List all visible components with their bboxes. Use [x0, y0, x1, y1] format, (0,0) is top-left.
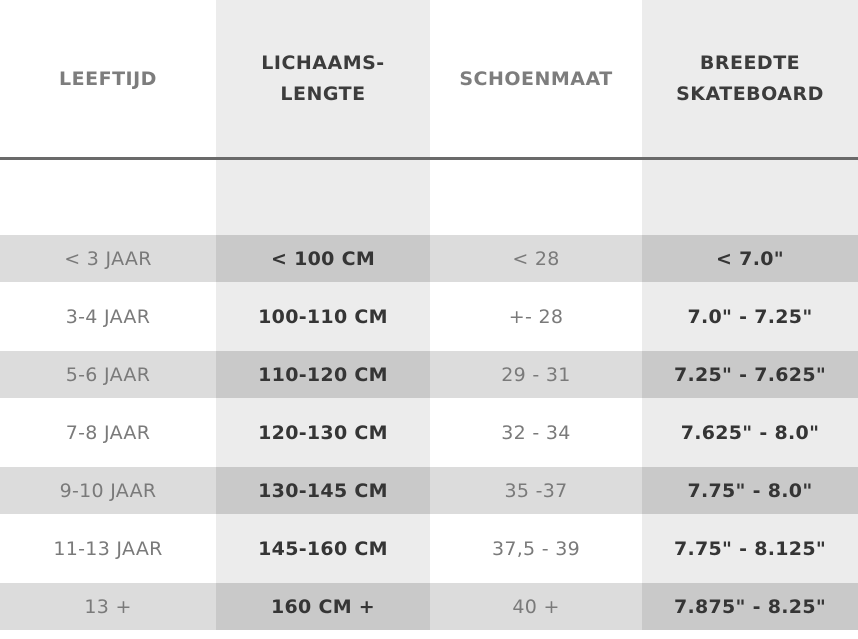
cell-age: 11-13 JAAR	[53, 537, 163, 560]
cell-skateboard-width: 7.0" - 7.25"	[642, 293, 858, 340]
cell-shoe-size: 32 - 34	[501, 421, 571, 444]
cell-skateboard-width: 7.25" - 7.625"	[642, 351, 858, 398]
header-divider	[0, 157, 858, 160]
cell-height: 160 CM +	[216, 583, 430, 630]
header-shoe-size: SCHOENMAAT	[459, 67, 613, 90]
cell-skateboard-width: 7.875" - 8.25"	[642, 583, 858, 630]
table-row	[0, 291, 858, 349]
cell-height: < 100 CM	[216, 235, 430, 282]
cell-age: 7-8 JAAR	[65, 421, 151, 444]
cell-age: < 3 JAAR	[0, 235, 216, 282]
cell-age: 9-10 JAAR	[0, 467, 216, 514]
table-header	[0, 0, 858, 158]
table-row	[0, 407, 858, 465]
table-row	[0, 465, 858, 523]
cell-age: 5-6 JAAR	[0, 351, 216, 398]
cell-skateboard-width: 7.75" - 8.125"	[642, 525, 858, 572]
cell-age: 3-4 JAAR	[65, 305, 151, 328]
table-row	[0, 349, 858, 407]
table-row	[0, 523, 858, 581]
cell-height: 120-130 CM	[216, 409, 430, 456]
table-row	[0, 233, 858, 291]
cell-shoe-size: < 28	[430, 235, 642, 282]
cell-skateboard-width: 7.75" - 8.0"	[642, 467, 858, 514]
header-height: LICHAAMS- LENGTE	[261, 52, 385, 105]
cell-height: 110-120 CM	[216, 351, 430, 398]
header-skateboard-width: BREEDTE SKATEBOARD	[676, 52, 824, 105]
cell-skateboard-width: 7.625" - 8.0"	[642, 409, 858, 456]
table-body	[0, 233, 858, 639]
cell-height: 130-145 CM	[216, 467, 430, 514]
cell-shoe-size: 40 +	[430, 583, 642, 630]
cell-shoe-size: 37,5 - 39	[491, 537, 581, 560]
table-row	[0, 581, 858, 639]
cell-shoe-size: 35 -37	[430, 467, 642, 514]
header-age: LEEFTIJD	[59, 67, 157, 90]
cell-shoe-size: 29 - 31	[430, 351, 642, 398]
cell-shoe-size: +- 28	[508, 305, 564, 328]
cell-height: 100-110 CM	[216, 293, 430, 340]
cell-skateboard-width: < 7.0"	[642, 235, 858, 282]
cell-age: 13 +	[0, 583, 216, 630]
cell-height: 145-160 CM	[216, 525, 430, 572]
